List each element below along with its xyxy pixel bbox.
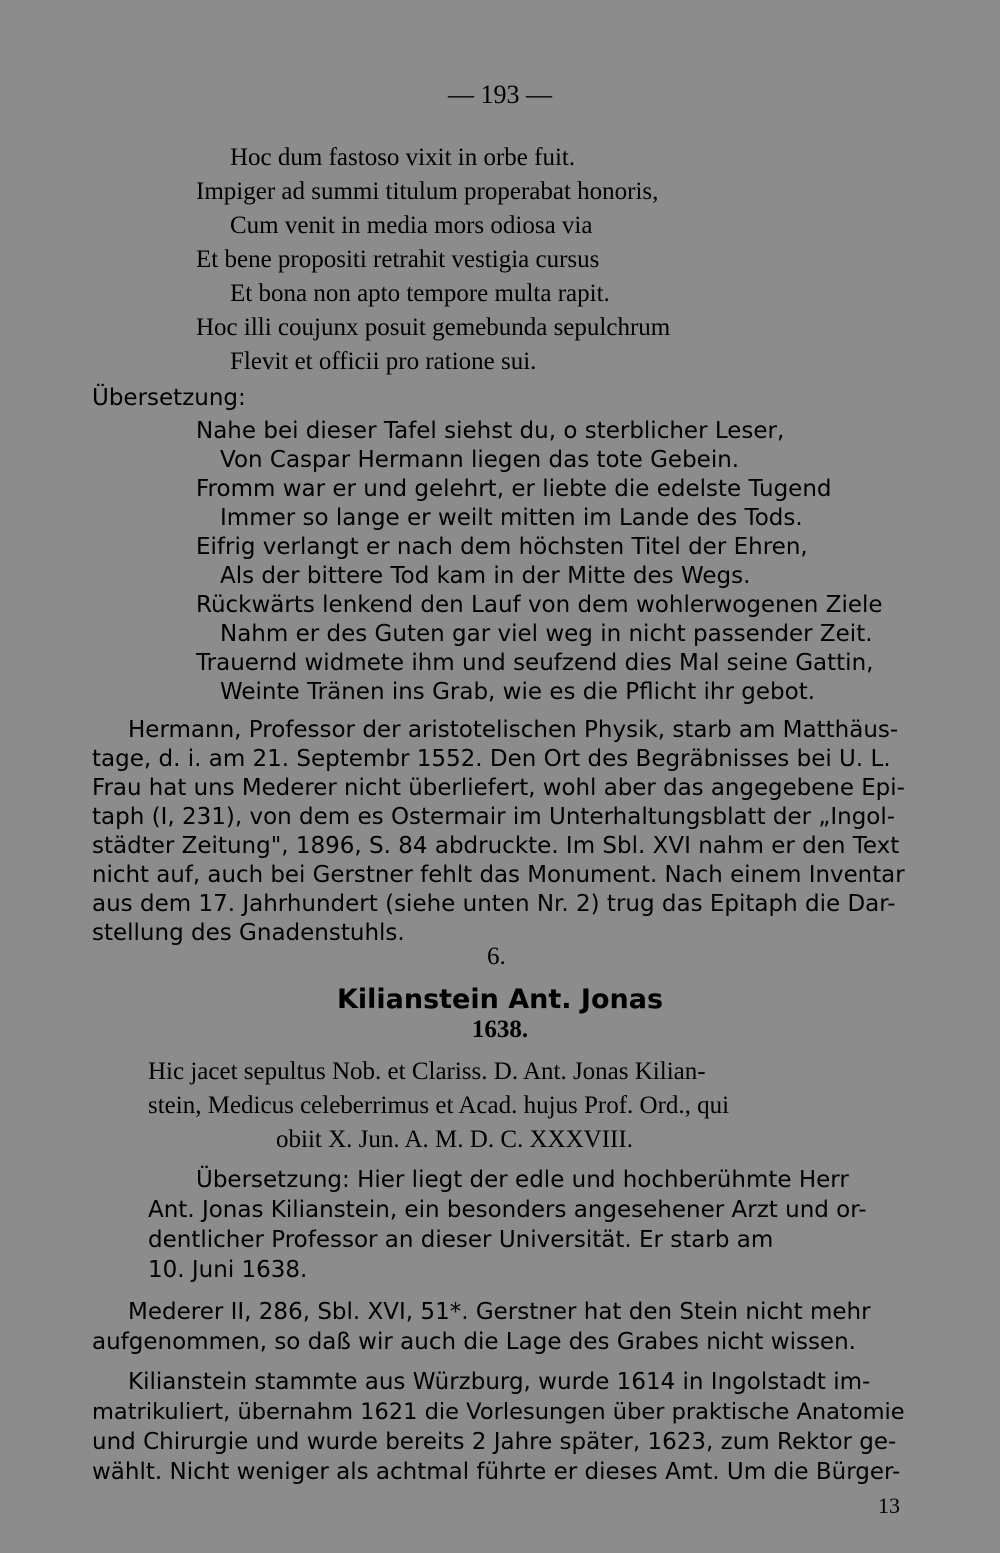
commentary-line: nicht auf, auch bei Gerstner fehlt das Monument. Nach einem Inventar: [92, 862, 905, 888]
inscription-line: Hic jacet sepultus Nob. et Clariss. D. Ant. Jonas Kilian-: [148, 1058, 706, 1085]
epitaph-line: Hoc illi coujunx posuit gemebunda sepulchrum: [196, 314, 671, 341]
biography-line: matrikuliert, übernahm 1621 die Vorlesungen über praktische Anatomie: [92, 1399, 905, 1425]
translation-line: Von Caspar Hermann liegen das tote Gebein.: [220, 447, 740, 473]
biography-line: und Chirurgie und wurde bereits 2 Jahre später, 1623, zum Rektor ge-: [92, 1429, 897, 1455]
translation-line: Nahe bei dieser Tafel siehst du, o sterblicher Leser,: [196, 418, 785, 444]
commentary-line: städter Zeitung", 1896, S. 84 abdruckte. Im Sbl. XVI nahm er den Text: [92, 833, 900, 859]
translation-line: Immer so lange er weilt mitten im Lande des Tods.: [220, 505, 803, 531]
commentary-line: Hermann, Professor der aristotelischen Physik, starb am Matthäus-: [128, 717, 899, 743]
entry-translation-line: dentlicher Professor an dieser Universität. Er starb am: [148, 1227, 774, 1253]
commentary-line: aus dem 17. Jahrhundert (siehe unten Nr. 2) trug das Epitaph die Dar-: [92, 891, 896, 917]
entry-year: 1638.: [471, 1016, 529, 1043]
entry-heading: Kilianstein Ant. Jonas: [336, 984, 664, 1015]
translation-line: Rückwärts lenkend den Lauf von dem wohlerwogenen Ziele: [196, 592, 883, 618]
entry-translation-line: Übersetzung: Hier liegt der edle und hochberühmte Herr: [196, 1167, 849, 1193]
page-number: — 193 —: [448, 80, 552, 109]
epitaph-line: Hoc dum fastoso vixit in orbe fuit.: [230, 144, 576, 171]
entry-translation-line: 10. Juni 1638.: [148, 1257, 308, 1283]
epitaph-line: Et bene propositi retrahit vestigia cursus: [196, 246, 600, 273]
epitaph-line: Et bona non apto tempore multa rapit.: [230, 280, 610, 307]
translation-line: Eifrig verlangt er nach dem höchsten Titel der Ehren,: [196, 534, 808, 560]
inscription-line: obiit X. Jun. A. M. D. C. XXXVIII.: [276, 1126, 633, 1153]
entry-number: 6.: [487, 943, 506, 970]
biography-line: Kilianstein stammte aus Würzburg, wurde 1614 in Ingolstadt im-: [128, 1369, 871, 1395]
translation-line: Weinte Tränen ins Grab, wie es die Pflicht ihr gebot.: [220, 679, 816, 705]
translation-line: Nahm er des Guten gar viel weg in nicht passender Zeit.: [220, 621, 873, 647]
epitaph-line: Cum venit in media mors odiosa via: [230, 212, 593, 239]
translation-line: Fromm war er und gelehrt, er liebte die edelste Tugend: [196, 476, 832, 502]
translation-line: Als der bittere Tod kam in der Mitte des Wegs.: [220, 563, 751, 589]
printer-signature: 13: [878, 1493, 900, 1518]
commentary-line: stellung des Gnadenstuhls.: [92, 920, 405, 946]
translation-line: Trauernd widmete ihm und seufzend dies Mal seine Gattin,: [196, 650, 874, 676]
entry-translation-line: Ant. Jonas Kilianstein, ein besonders angesehener Arzt und or-: [148, 1197, 867, 1223]
epitaph-line: Flevit et officii pro ratione sui.: [230, 348, 537, 375]
biography-line: wählt. Nicht weniger als achtmal führte er dieses Amt. Um die Bürger-: [92, 1459, 901, 1485]
epitaph-line: Impiger ad summi titulum properabat honoris,: [196, 178, 659, 205]
commentary-line: taph (I, 231), von dem es Ostermair im Unterhaltungsblatt der „Ingol-: [92, 804, 896, 830]
translation-label: Übersetzung:: [92, 385, 246, 411]
commentary-line: Frau hat uns Mederer nicht überliefert, wohl aber das angegebene Epi-: [92, 775, 905, 801]
commentary-line: tage, d. i. am 21. Septembr 1552. Den Ort des Begräbnisses bei U. L.: [92, 746, 891, 772]
sources-line: aufgenommen, so daß wir auch die Lage des Grabes nicht wissen.: [92, 1329, 856, 1355]
sources-line: Mederer II, 286, Sbl. XVI, 51*. Gerstner hat den Stein nicht mehr: [128, 1299, 871, 1325]
inscription-line: stein, Medicus celeberrimus et Acad. hujus Prof. Ord., qui: [148, 1092, 730, 1119]
